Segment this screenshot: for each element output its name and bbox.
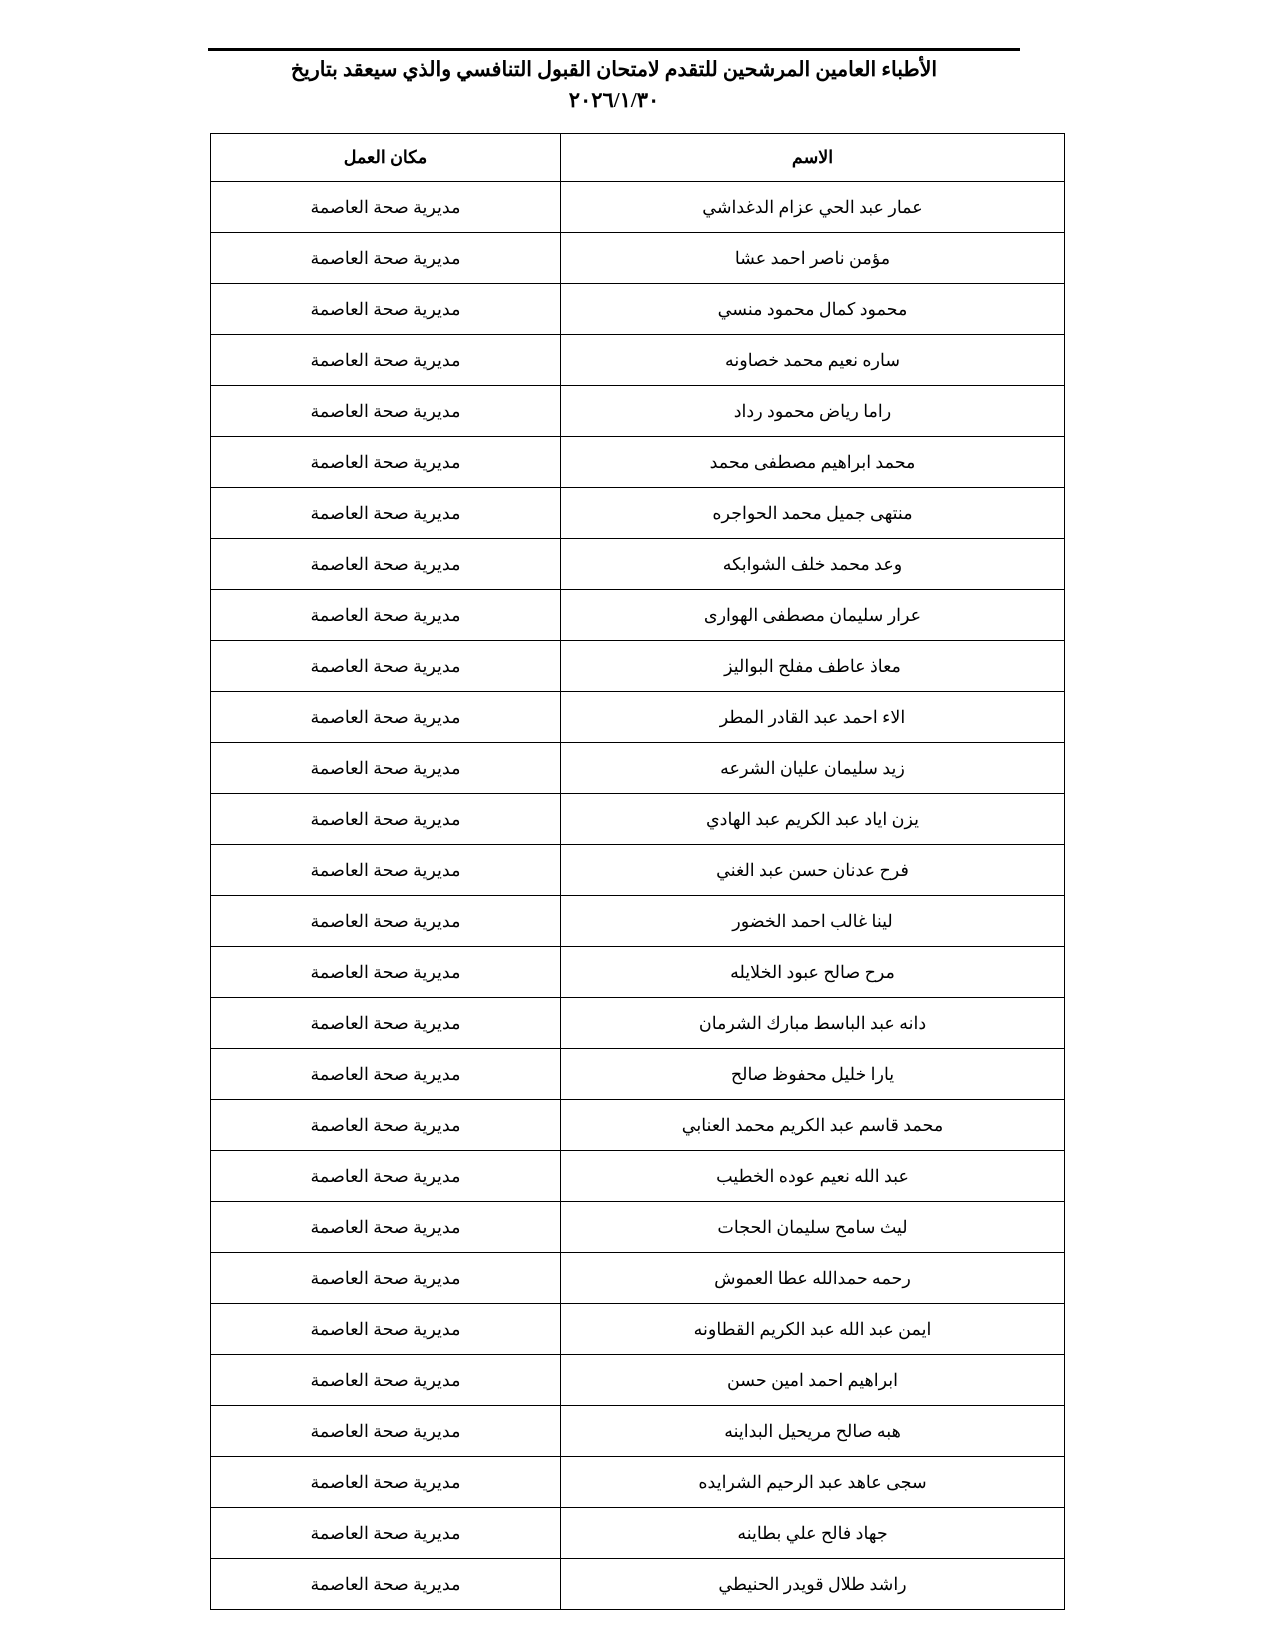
candidate-name: مؤمن ناصر احمد عشا	[734, 247, 891, 268]
table-header-row	[211, 134, 1065, 182]
candidate-workplace: مديرية صحة العاصمة	[310, 757, 461, 778]
candidate-name: منتهى جميل محمد الحواجره	[712, 502, 913, 523]
cell-name	[561, 1406, 1065, 1457]
candidate-workplace: مديرية صحة العاصمة	[310, 1318, 461, 1339]
candidate-workplace: مديرية صحة العاصمة	[310, 1063, 461, 1084]
cell-workplace	[211, 1457, 561, 1508]
candidate-name: جهاد فالح علي بطاينه	[737, 1522, 888, 1543]
candidate-name: يارا خليل محفوظ صالح	[730, 1063, 895, 1084]
cell-name	[561, 845, 1065, 896]
candidate-name: رحمه حمدالله عطا العموش	[714, 1267, 911, 1288]
candidate-name: ابراهيم احمد امين حسن	[726, 1369, 899, 1390]
candidate-workplace: مديرية صحة العاصمة	[310, 961, 461, 982]
document-title-block	[208, 56, 1020, 115]
candidate-workplace: مديرية صحة العاصمة	[310, 1420, 461, 1441]
candidate-workplace: مديرية صحة العاصمة	[310, 196, 461, 217]
cell-workplace	[211, 335, 561, 386]
candidate-name: سجى عاهد عبد الرحيم الشرايده	[698, 1471, 927, 1492]
candidate-name: محمود كمال محمود منسي	[717, 298, 908, 319]
candidate-name: محمد ابراهيم مصطفى محمد	[709, 451, 916, 472]
table-row	[211, 437, 1065, 488]
candidate-workplace: مديرية صحة العاصمة	[310, 400, 461, 421]
table-row	[211, 845, 1065, 896]
table-row	[211, 1049, 1065, 1100]
candidate-name: هبه صالح مريحيل البداينه	[724, 1420, 901, 1441]
candidate-workplace: مديرية صحة العاصمة	[310, 1573, 461, 1594]
table-row	[211, 1304, 1065, 1355]
cell-name	[561, 1100, 1065, 1151]
cell-workplace	[211, 692, 561, 743]
candidate-name: ايمن عبد الله عبد الكريم القطاونه	[693, 1318, 932, 1339]
table-row	[211, 335, 1065, 386]
cell-name	[561, 1304, 1065, 1355]
cell-workplace	[211, 1151, 561, 1202]
cell-name	[561, 1508, 1065, 1559]
candidate-workplace: مديرية صحة العاصمة	[310, 910, 461, 931]
table-row	[211, 488, 1065, 539]
cell-workplace	[211, 1049, 561, 1100]
candidate-workplace: مديرية صحة العاصمة	[310, 553, 461, 574]
cell-workplace	[211, 488, 561, 539]
cell-name	[561, 1355, 1065, 1406]
cell-workplace	[211, 1406, 561, 1457]
candidate-name: عبد الله نعيم عوده الخطيب	[716, 1165, 909, 1186]
cell-name	[561, 488, 1065, 539]
cell-name	[561, 896, 1065, 947]
column-header-name-label: الاسم	[791, 147, 834, 167]
cell-workplace	[211, 284, 561, 335]
table-row	[211, 1151, 1065, 1202]
cell-name	[561, 539, 1065, 590]
cell-workplace	[211, 437, 561, 488]
cell-workplace	[211, 1304, 561, 1355]
cell-name	[561, 1202, 1065, 1253]
cell-name	[561, 947, 1065, 998]
candidate-workplace: مديرية صحة العاصمة	[310, 1216, 461, 1237]
table-row	[211, 1457, 1065, 1508]
cell-workplace	[211, 743, 561, 794]
table-body	[211, 182, 1065, 1610]
cell-workplace	[211, 590, 561, 641]
candidate-workplace: مديرية صحة العاصمة	[310, 298, 461, 319]
cell-name	[561, 335, 1065, 386]
table-row	[211, 182, 1065, 233]
candidate-workplace: مديرية صحة العاصمة	[310, 604, 461, 625]
table-row	[211, 947, 1065, 998]
cell-workplace	[211, 539, 561, 590]
candidate-name: محمد قاسم عبد الكريم محمد العنابي	[681, 1114, 944, 1135]
column-header-workplace	[211, 134, 561, 182]
cell-workplace	[211, 641, 561, 692]
cell-name	[561, 1559, 1065, 1610]
candidate-workplace: مديرية صحة العاصمة	[310, 655, 461, 676]
cell-name	[561, 1151, 1065, 1202]
cell-name	[561, 182, 1065, 233]
candidate-name: عمار عبد الحي عزام الدغداشي	[702, 196, 923, 217]
candidate-name: وعد محمد خلف الشوابكه	[722, 553, 903, 574]
cell-name	[561, 998, 1065, 1049]
page-title: الأطباء العامين المرشحين للتقدم لامتحان القبول التنافسي والذي سيعقد بتاريخ	[290, 59, 938, 81]
table-row	[211, 1406, 1065, 1457]
candidate-workplace: مديرية صحة العاصمة	[310, 1369, 461, 1390]
table-row	[211, 896, 1065, 947]
candidate-workplace: مديرية صحة العاصمة	[310, 1471, 461, 1492]
candidate-name: لينا غالب احمد الخضور	[732, 910, 893, 931]
candidate-name: دانه عبد الباسط مبارك الشرمان	[698, 1012, 927, 1033]
candidate-name: الاء احمد عبد القادر المطر	[719, 706, 906, 727]
candidate-name: راشد طلال قويدر الحنيطي	[718, 1573, 907, 1594]
cell-workplace	[211, 1253, 561, 1304]
table-row	[211, 692, 1065, 743]
cell-workplace	[211, 233, 561, 284]
cell-name	[561, 284, 1065, 335]
table-row	[211, 1355, 1065, 1406]
column-header-workplace-label: مكان العمل	[343, 147, 428, 167]
table-row	[211, 1508, 1065, 1559]
table-row	[211, 1253, 1065, 1304]
table-row	[211, 1202, 1065, 1253]
cell-name	[561, 386, 1065, 437]
cell-workplace	[211, 947, 561, 998]
table-row	[211, 233, 1065, 284]
candidate-workplace: مديرية صحة العاصمة	[310, 808, 461, 829]
table-row	[211, 1559, 1065, 1610]
exam-date: ٢٠٢٦/١/٣٠	[568, 88, 660, 112]
candidate-workplace: مديرية صحة العاصمة	[310, 502, 461, 523]
candidate-name: يزن اياد عبد الكريم عبد الهادي	[705, 808, 920, 829]
candidate-name: مرح صالح عبود الخلايله	[730, 961, 895, 982]
cell-workplace	[211, 1508, 561, 1559]
candidate-name: معاذ عاطف مفلح البواليز	[724, 655, 901, 676]
candidate-name: زيد سليمان عليان الشرعه	[720, 757, 905, 778]
table-row	[211, 284, 1065, 335]
candidate-workplace: مديرية صحة العاصمة	[310, 349, 461, 370]
cell-name	[561, 1457, 1065, 1508]
candidate-workplace: مديرية صحة العاصمة	[310, 1114, 461, 1135]
candidate-workplace: مديرية صحة العاصمة	[310, 1012, 461, 1033]
cell-workplace	[211, 1100, 561, 1151]
cell-name	[561, 233, 1065, 284]
cell-name	[561, 1253, 1065, 1304]
table-header	[211, 134, 1065, 182]
cell-name	[561, 692, 1065, 743]
cell-name	[561, 794, 1065, 845]
header-divider-rule	[208, 48, 1020, 51]
table-row	[211, 539, 1065, 590]
roster-table-container	[211, 133, 1065, 1610]
table-row	[211, 1100, 1065, 1151]
table-row	[211, 590, 1065, 641]
candidate-name: ليث سامح سليمان الحجات	[717, 1216, 908, 1237]
table-row	[211, 998, 1065, 1049]
candidates-table	[210, 133, 1065, 1610]
candidate-workplace: مديرية صحة العاصمة	[310, 247, 461, 268]
table-row	[211, 743, 1065, 794]
candidate-workplace: مديرية صحة العاصمة	[310, 1165, 461, 1186]
table-row	[211, 641, 1065, 692]
cell-workplace	[211, 845, 561, 896]
cell-workplace	[211, 1559, 561, 1610]
cell-name	[561, 743, 1065, 794]
cell-workplace	[211, 182, 561, 233]
candidate-name: ساره نعيم محمد خصاونه	[725, 349, 900, 370]
candidate-workplace: مديرية صحة العاصمة	[310, 1522, 461, 1543]
candidate-name: راما رياض محمود رداد	[733, 400, 892, 421]
cell-workplace	[211, 794, 561, 845]
cell-workplace	[211, 386, 561, 437]
column-header-name	[561, 134, 1065, 182]
table-row	[211, 794, 1065, 845]
cell-name	[561, 641, 1065, 692]
cell-name	[561, 590, 1065, 641]
cell-workplace	[211, 1355, 561, 1406]
candidate-name: عرار سليمان مصطفى الهوارى	[703, 604, 922, 625]
candidate-workplace: مديرية صحة العاصمة	[310, 1267, 461, 1288]
cell-workplace	[211, 998, 561, 1049]
cell-workplace	[211, 896, 561, 947]
cell-name	[561, 1049, 1065, 1100]
cell-name	[561, 437, 1065, 488]
candidate-workplace: مديرية صحة العاصمة	[310, 859, 461, 880]
candidate-name: فرح عدنان حسن عبد الغني	[716, 859, 909, 880]
candidate-workplace: مديرية صحة العاصمة	[310, 706, 461, 727]
table-row	[211, 386, 1065, 437]
cell-workplace	[211, 1202, 561, 1253]
candidate-workplace: مديرية صحة العاصمة	[310, 451, 461, 472]
